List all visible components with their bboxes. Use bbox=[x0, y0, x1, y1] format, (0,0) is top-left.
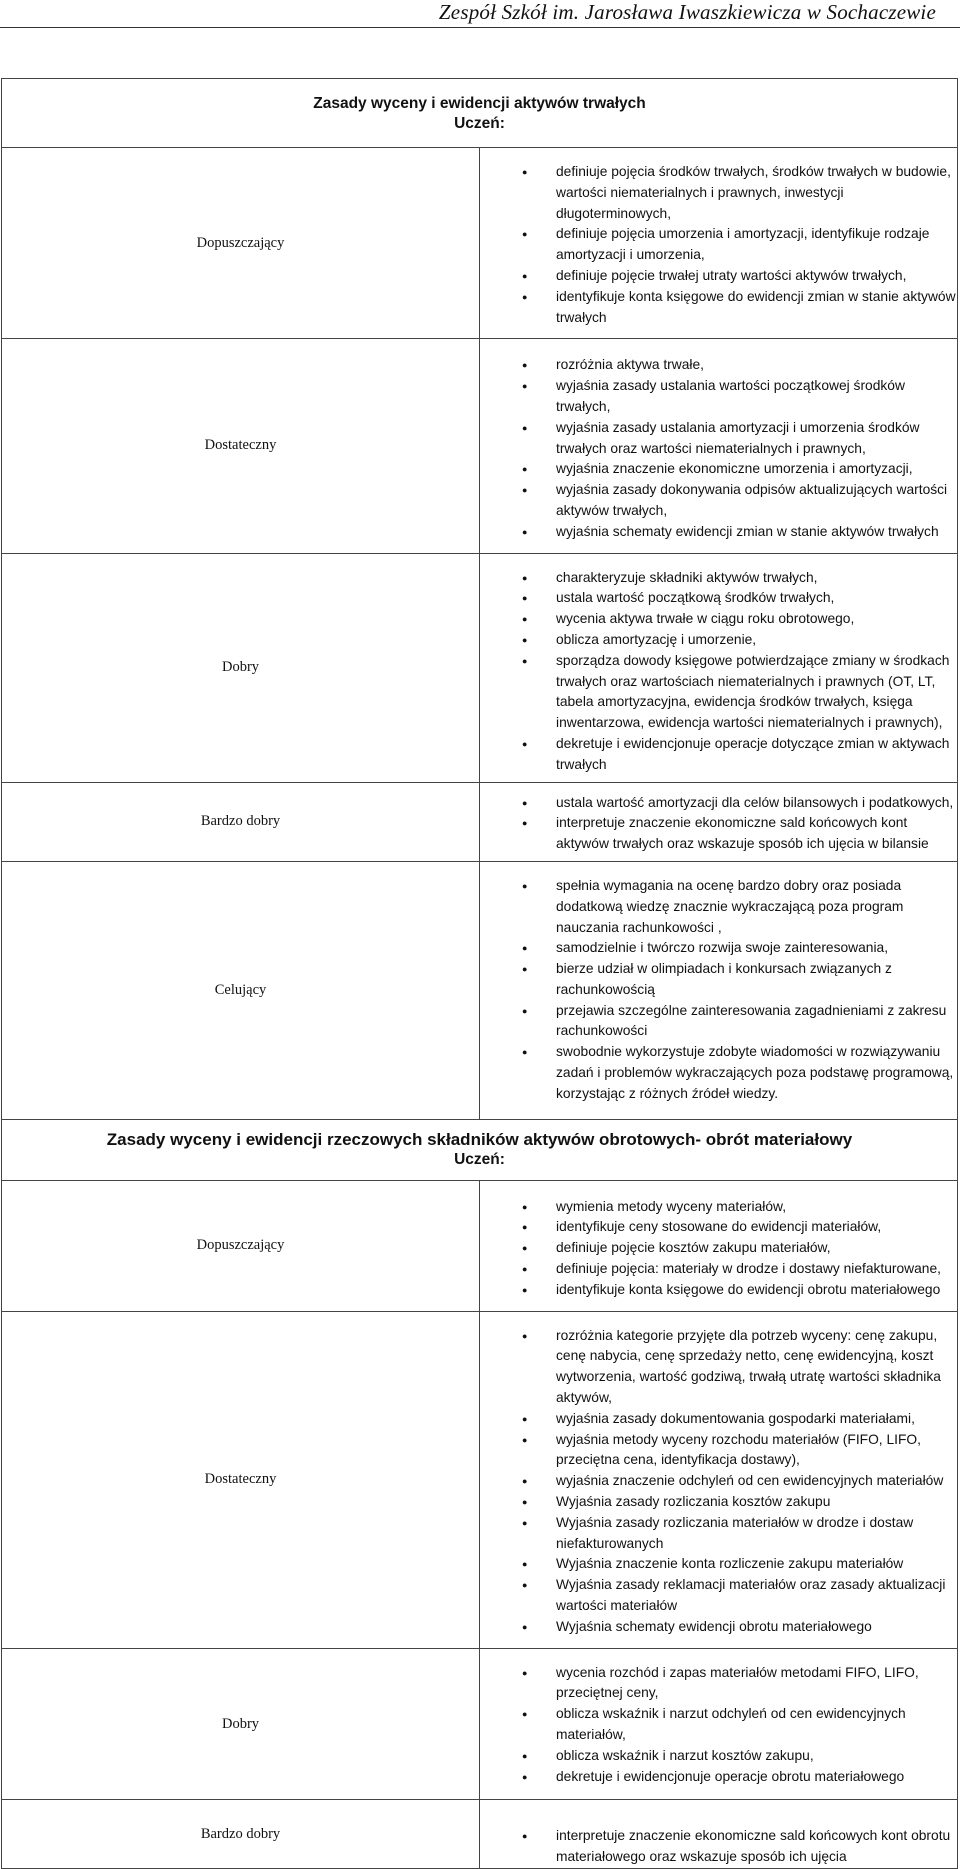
requirements-cell bbox=[480, 1648, 958, 1800]
list-item: ● wycenia rozchód i zapas materiałów metodami FIFO, LIFO, przeciętnej ceny, bbox=[480, 1663, 957, 1705]
requirements-cell bbox=[480, 1180, 958, 1311]
section-subtitle: Uczeń: bbox=[454, 115, 505, 132]
list-item: ● samodzielnie i twórczo rozwija swoje zainteresowania, bbox=[480, 938, 957, 959]
grade-row bbox=[2, 1311, 958, 1648]
list-item: ● bierze udział w olimpiadach i konkursach związanych z rachunkowością bbox=[480, 959, 957, 1001]
list-item: ● wyjaśnia zasady ustalania wartości początkowej środków trwałych, bbox=[480, 376, 957, 418]
list-item: ● oblicza amortyzację i umorzenie, bbox=[480, 630, 957, 651]
list-item: ● wyjaśnia zasady dokumentowania gospodarki materiałami, bbox=[480, 1409, 957, 1430]
requirements-list bbox=[480, 876, 957, 1105]
requirements-cell bbox=[480, 339, 958, 553]
list-item: ● Wyjaśnia znaczenie konta rozliczenie zakupu materiałów bbox=[480, 1554, 957, 1575]
list-item: ● spełnia wymagania na ocenę bardzo dobry oraz posiada dodatkową wiedzę znacznie wykraczającą poza program nauczania rachunkowości , bbox=[480, 876, 957, 938]
requirements-table bbox=[1, 78, 958, 1869]
requirements-list bbox=[480, 1326, 957, 1638]
requirements-body bbox=[2, 79, 958, 1869]
requirements-cell bbox=[480, 861, 958, 1119]
list-item: ● wyjaśnia schematy ewidencji zmian w stanie aktywów trwałych bbox=[480, 522, 957, 543]
grade-label: Bardzo dobry bbox=[2, 1800, 480, 1869]
list-item: ● rozróżnia aktywa trwałe, bbox=[480, 355, 957, 376]
section-title: Zasady wyceny i ewidencji aktywów trwałych bbox=[313, 95, 646, 112]
requirements-list bbox=[480, 793, 957, 855]
requirements-list bbox=[480, 1826, 957, 1868]
section-subtitle: Uczeń: bbox=[454, 1150, 505, 1168]
list-item: ● Wyjaśnia zasady reklamacji materiałów oraz zasady aktualizacji wartości materiałów bbox=[480, 1575, 957, 1617]
list-item: ● sporządza dowody księgowe potwierdzające zmiany w środkach trwałych oraz wartościach niematerialnych i prawnych (OT, LT, tabela amortyzacyjna, ewidencja środków trwałych, księga inwentarzowa, ewidencja wartości niematerialnych i prawnych), bbox=[480, 651, 957, 734]
grade-row bbox=[2, 339, 958, 553]
requirements-list bbox=[480, 1197, 957, 1301]
list-item: ● ustala wartość amortyzacji dla celów bilansowych i podatkowych, bbox=[480, 793, 957, 814]
requirements-cell bbox=[480, 782, 958, 861]
section-header-row bbox=[2, 1119, 958, 1180]
list-item: ● definiuje pojęcia umorzenia i amortyzacji, identyfikuje rodzaje amortyzacji i umorzenia, bbox=[480, 224, 957, 266]
grade-label: Celujący bbox=[2, 861, 480, 1119]
list-item: ● Wyjaśnia zasady rozliczania materiałów w drodze i dostaw niefakturowanych bbox=[480, 1513, 957, 1555]
list-item: ● identyfikuje ceny stosowane do ewidencji materiałów, bbox=[480, 1217, 957, 1238]
list-item: ● wycenia aktywa trwałe w ciągu roku obrotowego, bbox=[480, 609, 957, 630]
requirements-list bbox=[480, 355, 957, 542]
list-item: ● przejawia szczególne zainteresowania zagadnieniami z zakresu rachunkowości bbox=[480, 1001, 957, 1043]
section-title: Zasady wyceny i ewidencji rzeczowych składników aktywów obrotowych- obrót materiałowy bbox=[106, 1129, 853, 1149]
requirements-list bbox=[480, 1663, 957, 1788]
list-item: ● wyjaśnia znaczenie odchyleń od cen ewidencyjnych materiałów bbox=[480, 1471, 957, 1492]
list-item: ● wyjaśnia zasady dokonywania odpisów aktualizujących wartości aktywów trwałych, bbox=[480, 480, 957, 522]
list-item: ● oblicza wskaźnik i narzut kosztów zakupu, bbox=[480, 1746, 957, 1767]
section-header bbox=[2, 1119, 958, 1180]
list-item: ● definiuje pojęcie trwałej utraty wartości aktywów trwałych, bbox=[480, 266, 957, 287]
grade-label: Dobry bbox=[2, 1648, 480, 1800]
requirements-list bbox=[480, 162, 957, 328]
grade-row bbox=[2, 861, 958, 1119]
grade-label: Dopuszczający bbox=[2, 1180, 480, 1311]
list-item: ● wyjaśnia znaczenie ekonomiczne umorzenia i amortyzacji, bbox=[480, 459, 957, 480]
list-item: ● wymienia metody wyceny materiałów, bbox=[480, 1197, 957, 1218]
requirements-cell bbox=[480, 1800, 958, 1869]
list-item: ● interpretuje znaczenie ekonomiczne sald końcowych kont obrotu materiałowego oraz wskazuje sposób ich ujęcia bbox=[480, 1826, 957, 1868]
grade-row bbox=[2, 1180, 958, 1311]
list-item: ● definiuje pojęcie kosztów zakupu materiałów, bbox=[480, 1238, 957, 1259]
grade-row bbox=[2, 1648, 958, 1800]
grade-label: Dostateczny bbox=[2, 1311, 480, 1648]
list-item: ● definiuje pojęcia: materiały w drodze i dostawy niefakturowane, bbox=[480, 1259, 957, 1280]
requirements-cell bbox=[480, 148, 958, 339]
requirements-list bbox=[480, 568, 957, 776]
list-item: ● wyjaśnia metody wyceny rozchodu materiałów (FIFO, LIFO, przeciętna cena, identyfikacja dostawy), bbox=[480, 1430, 957, 1472]
list-item: ● oblicza wskaźnik i narzut odchyleń od cen ewidencyjnych materiałów, bbox=[480, 1704, 957, 1746]
grade-label: Dopuszczający bbox=[2, 148, 480, 339]
list-item: ● definiuje pojęcia środków trwałych, środków trwałych w budowie, wartości niematerialnych i prawnych, inwestycji długoterminowych, bbox=[480, 162, 957, 224]
grade-label: Dostateczny bbox=[2, 339, 480, 553]
list-item: ● Wyjaśnia zasady rozliczania kosztów zakupu bbox=[480, 1492, 957, 1513]
grade-row bbox=[2, 553, 958, 782]
requirements-cell bbox=[480, 1311, 958, 1648]
school-name: Zespół Szkół im. Jarosława Iwaszkiewicza w Sochaczewie bbox=[438, 0, 936, 24]
list-item: ● ustala wartość początkową środków trwałych, bbox=[480, 588, 957, 609]
list-item: ● interpretuje znaczenie ekonomiczne sald końcowych kont aktywów trwałych oraz wskazuje sposób ich ujęcia w bilansie bbox=[480, 813, 957, 855]
header-rule bbox=[0, 27, 960, 28]
grade-row bbox=[2, 1800, 958, 1869]
list-item: ● charakteryzuje składniki aktywów trwałych, bbox=[480, 568, 957, 589]
list-item: ● identyfikuje konta księgowe do ewidencji zmian w stanie aktywów trwałych bbox=[480, 287, 957, 329]
requirements-cell bbox=[480, 553, 958, 782]
grade-label: Dobry bbox=[2, 553, 480, 782]
section-header-row bbox=[2, 79, 958, 148]
section-header bbox=[2, 79, 958, 148]
list-item: ● identyfikuje konta księgowe do ewidencji obrotu materiałowego bbox=[480, 1280, 957, 1301]
grade-row bbox=[2, 782, 958, 861]
list-item: ● wyjaśnia zasady ustalania amortyzacji i umorzenia środków trwałych oraz wartości niematerialnych i prawnych, bbox=[480, 418, 957, 460]
list-item: ● dekretuje i ewidencjonuje operacje dotyczące zmian w aktywach trwałych bbox=[480, 734, 957, 776]
grade-row bbox=[2, 148, 958, 339]
grade-label: Bardzo dobry bbox=[2, 782, 480, 861]
list-item: ● dekretuje i ewidencjonuje operacje obrotu materiałowego bbox=[480, 1767, 957, 1788]
list-item: ● Wyjaśnia schematy ewidencji obrotu materiałowego bbox=[480, 1617, 957, 1638]
list-item: ● swobodnie wykorzystuje zdobyte wiadomości w rozwiązywaniu zadań i problemów wykraczających poza podstawę programową, korzystając z różnych źródeł wiedzy. bbox=[480, 1042, 957, 1104]
list-item: ● rozróżnia kategorie przyjęte dla potrzeb wyceny: cenę zakupu, cenę nabycia, cenę sprzedaży netto, cenę ewidencyjną, koszt wytworzenia, wartość godziwą, trwałą utratę wartości składnika aktywów, bbox=[480, 1326, 957, 1409]
